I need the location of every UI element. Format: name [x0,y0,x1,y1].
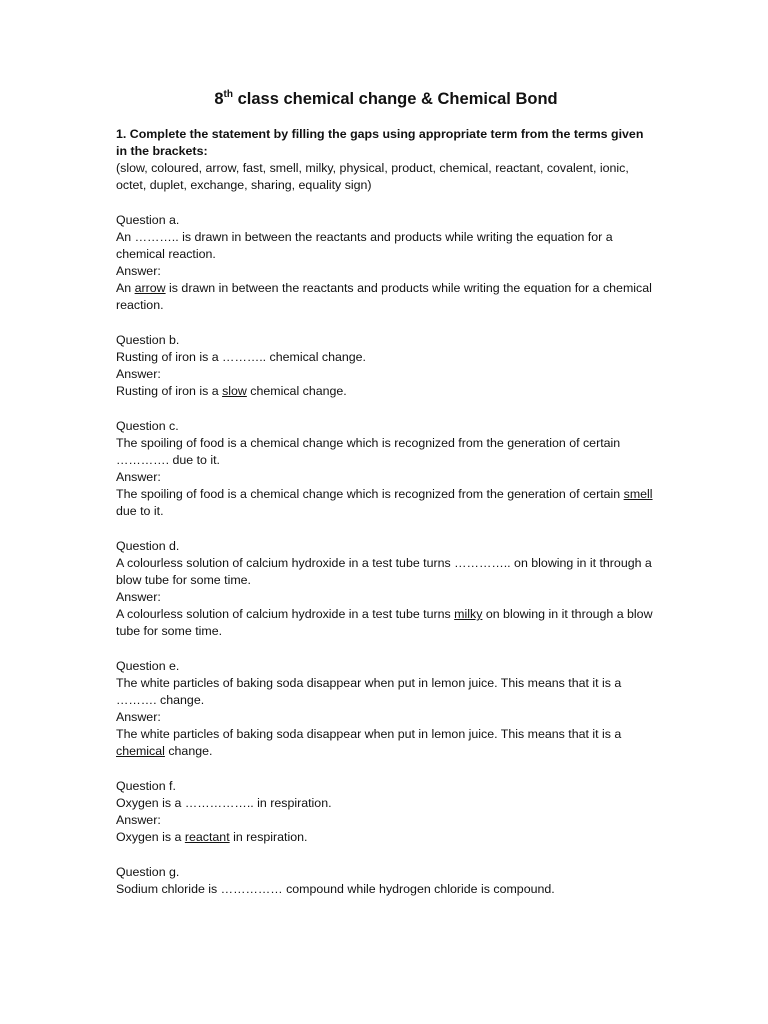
answer-after: on blowing in it through a blow tube for some time. [116,607,653,638]
answer-label: Answer: [116,710,161,724]
question-text: An ……….. is drawn in between the reactants and products while writing the equation for a chemical reaction. [116,230,613,261]
answer-fill: arrow [134,281,166,295]
question-label: Question e. [116,659,180,673]
title-number: 8 [214,90,224,108]
question-label: Question c. [116,419,179,433]
question-label: Question b. [116,333,180,347]
answer-fill: slow [222,384,247,398]
answer-label: Answer: [116,264,161,278]
answer-after: in respiration. [229,830,308,844]
answer-label: Answer: [116,813,161,827]
answer-text [116,486,656,520]
answer-before: Oxygen is a [116,830,185,844]
title-text: class chemical change & Chemical Bond [233,90,558,108]
question-text: Rusting of iron is a ……….. chemical change. [116,350,366,364]
answer-label: Answer: [116,590,161,604]
question-text: The spoiling of food is a chemical change which is recognized from the generation of certain …………. due to it. [116,436,621,467]
answer-label: Answer: [116,367,161,381]
page-title [116,88,656,110]
question-block-d [116,538,656,640]
question-text: The white particles of baking soda disappear when put in lemon juice. This means that it is a ………. change. [116,676,622,707]
question-text: Sodium chloride is …………… compound while hydrogen chloride is compound. [116,882,555,896]
answer-label: Answer: [116,470,161,484]
answer-fill: reactant [184,830,230,844]
answer-after: chemical change. [246,384,347,398]
answer-after: due to it. [116,504,164,518]
answer-before: An [116,281,135,295]
instruction-heading: 1. Complete the statement by filling the gaps using appropriate term from the terms given in the brackets: [116,127,644,158]
question-label: Question a. [116,213,180,227]
question-text: Oxygen is a …………….. in respiration. [116,796,332,810]
answer-fill: chemical [116,744,165,758]
document-page [116,88,656,898]
title-superscript: th [223,88,233,100]
question-block-b [116,332,656,400]
answer-before: A colourless solution of calcium hydroxide in a test tube turns [116,607,455,621]
question-block-a [116,212,656,314]
question-label: Question d. [116,539,180,553]
answer-text [116,383,656,400]
question-text: A colourless solution of calcium hydroxide in a test tube turns ………….. on blowing in it through a blow tube for some time. [116,556,652,587]
answer-before: Rusting of iron is a [116,384,223,398]
question-label: Question g. [116,865,180,879]
question-block-g [116,864,656,898]
answer-after: change. [164,744,213,758]
answer-text [116,606,656,640]
instruction-terms: (slow, coloured, arrow, fast, smell, milky, physical, product, chemical, reactant, covalent, ionic, octet, duplet, exchange, sharing, equality sign) [116,161,629,192]
question-block-e [116,658,656,760]
answer-fill: milky [454,607,483,621]
answer-after: is drawn in between the reactants and products while writing the equation for a chemical reaction. [116,281,652,312]
question-label: Question f. [116,779,176,793]
answer-before: The white particles of baking soda disappear when put in lemon juice. This means that it is a [116,727,622,741]
question-block-c [116,418,656,520]
answer-before: The spoiling of food is a chemical change which is recognized from the generation of certain [116,487,624,501]
answer-text [116,280,656,314]
answer-text [116,726,656,760]
question-block-f [116,778,656,846]
instruction-block [116,126,656,194]
answer-text [116,829,656,846]
answer-fill: smell [623,487,653,501]
